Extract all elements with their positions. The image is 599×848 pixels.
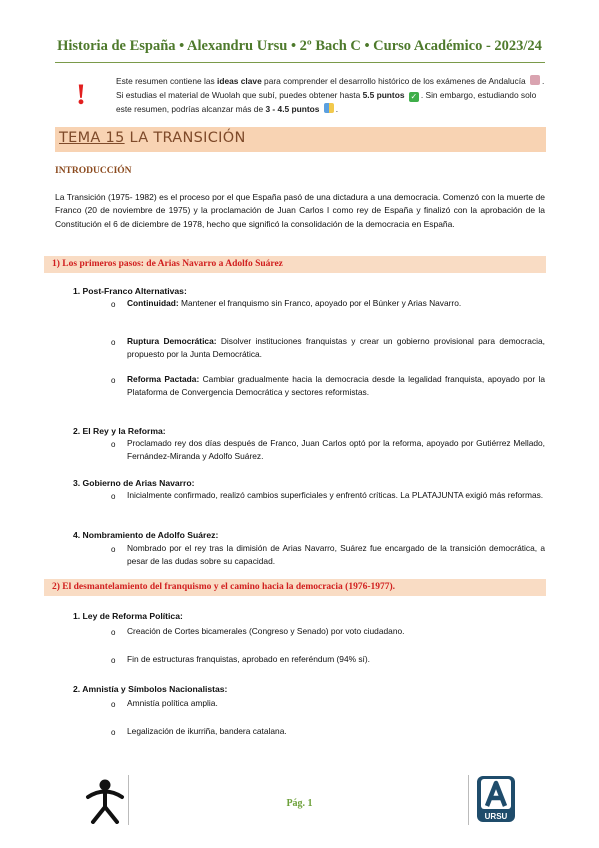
bullet-icon: o <box>111 376 116 385</box>
list-heading: 3. Gobierno de Arias Navarro: <box>73 478 195 488</box>
list-item: Fin de estructuras franquistas, aprobado en referéndum (94% sí). <box>127 654 371 664</box>
list-heading: 1. Post-Franco Alternativas: <box>73 286 187 296</box>
tema-number: TEMA 15 <box>59 130 125 146</box>
list-item: Amnistía política amplia. <box>127 698 218 708</box>
notice-text <box>116 74 546 116</box>
notice-part: Este resumen contiene las <box>116 76 218 86</box>
list-item <box>127 373 545 399</box>
notice-bold: ideas clave <box>217 76 262 86</box>
bullet-icon: o <box>111 492 116 501</box>
notice-part: para comprender el desarrollo histórico de los exámenes de Andalucía <box>261 76 526 86</box>
page-number: Pág. 1 <box>286 798 313 809</box>
exclamation-icon: ! <box>76 78 86 111</box>
bullet-icon: o <box>111 300 116 309</box>
logo-text: URSU <box>484 812 508 821</box>
bullet-icon: o <box>111 338 116 347</box>
bullet-icon: o <box>111 545 116 554</box>
item-term: Ruptura Democrática: <box>127 336 217 346</box>
bullet-icon: o <box>111 656 116 665</box>
notice-bold: 5.5 puntos <box>362 90 405 100</box>
list-item: Nombrado por el rey tras la dimisión de Arias Navarro, Suárez fue encargado de la transición democrática, a pesar de las dudas sobre su capacidad. <box>127 543 545 566</box>
list-heading: 2. El Rey y la Reforma: <box>73 426 166 436</box>
item-text: Mantener el franquismo sin Franco, apoyado por el Búnker y Arias Navarro. <box>178 298 462 308</box>
item-term: Continuidad: <box>127 298 179 308</box>
list-item: Legalización de ikurriña, bandera catalana. <box>127 726 287 736</box>
check-icon: ✓ <box>410 92 418 101</box>
bullet-icon: o <box>111 700 116 709</box>
tema-name: LA TRANSICIÓN <box>124 130 246 146</box>
list-item: Inicialmente confirmado, realizó cambios superficiales y enfrentó críticas. La PLATAJUNTA exigió más reformas. <box>127 490 544 500</box>
section-1-title: 1) Los primeros pasos: de Arias Navarro a Adolfo Suárez <box>52 259 283 269</box>
section-2-title: 2) El desmantelamiento del franquismo y el camino hacia la democracia (1976-1977). <box>52 582 396 592</box>
list-heading: 1. Ley de Reforma Política: <box>73 611 183 621</box>
bullet-icon: o <box>111 628 116 637</box>
notice-part: . Sin embargo, estudiando solo este resumen, podrías alcanzar más de <box>116 90 537 114</box>
notice-part: . Si estudias el material de Wuolah que subí, puedes obtener hasta <box>116 76 545 100</box>
bullet-icon: o <box>111 728 116 737</box>
intro-heading: INTRODUCCIÓN <box>55 166 132 176</box>
footer-divider <box>468 775 469 825</box>
item-text: Disolver instituciones franquistas y crear un gobierno provisional para democracia, propuesto por la Junta Democrática. <box>127 336 545 359</box>
notice-bold: 3 - 4.5 puntos <box>265 104 320 114</box>
item-term: Reforma Pactada: <box>127 374 200 384</box>
list-item: Creación de Cortes bicamerales (Congreso y Senado) por voto ciudadano. <box>127 626 405 636</box>
list-item <box>127 335 545 361</box>
tema-title <box>59 130 246 146</box>
list-item: Proclamado rey dos días después de Franco, Juan Carlos optó por la reforma, apoyado por Gutiérrez Mellado, Fernández-Miranda y Adolfo Suárez. <box>127 438 545 461</box>
item-text: Cambiar gradualmente hacia la democracia desde la legalidad franquista, apoyado por la Plataforma de Convergencia Democrática y sectores reformistas. <box>127 374 545 397</box>
books-icon <box>324 103 334 113</box>
list-item <box>127 297 545 310</box>
page-header: Historia de España • Alexandru Ursu • 2º Bach C • Curso Académico - 2023/24 <box>57 38 542 54</box>
list-heading: 4. Nombramiento de Adolfo Suárez: <box>73 530 219 540</box>
list-heading: 2. Amnistía y Símbolos Nacionalistas: <box>73 684 228 694</box>
intro-paragraph: La Transición (1975- 1982) es el proceso por el que España pasó de una dictadura a una democracia. Comenzó con la muerte de Franco (20 de noviembre de 1975) y la proclamación de Juan Carlos I como rey de España y finalizó con la aprobación de la Constitución el 6 de diciembre de 1978, hecho que significó la consolidación de la democracia en España. <box>55 192 545 229</box>
notice-part: . <box>335 104 339 114</box>
header-divider <box>55 62 545 63</box>
ursu-logo-icon <box>476 775 516 823</box>
bullet-icon: o <box>111 440 116 449</box>
castle-icon <box>530 75 540 85</box>
